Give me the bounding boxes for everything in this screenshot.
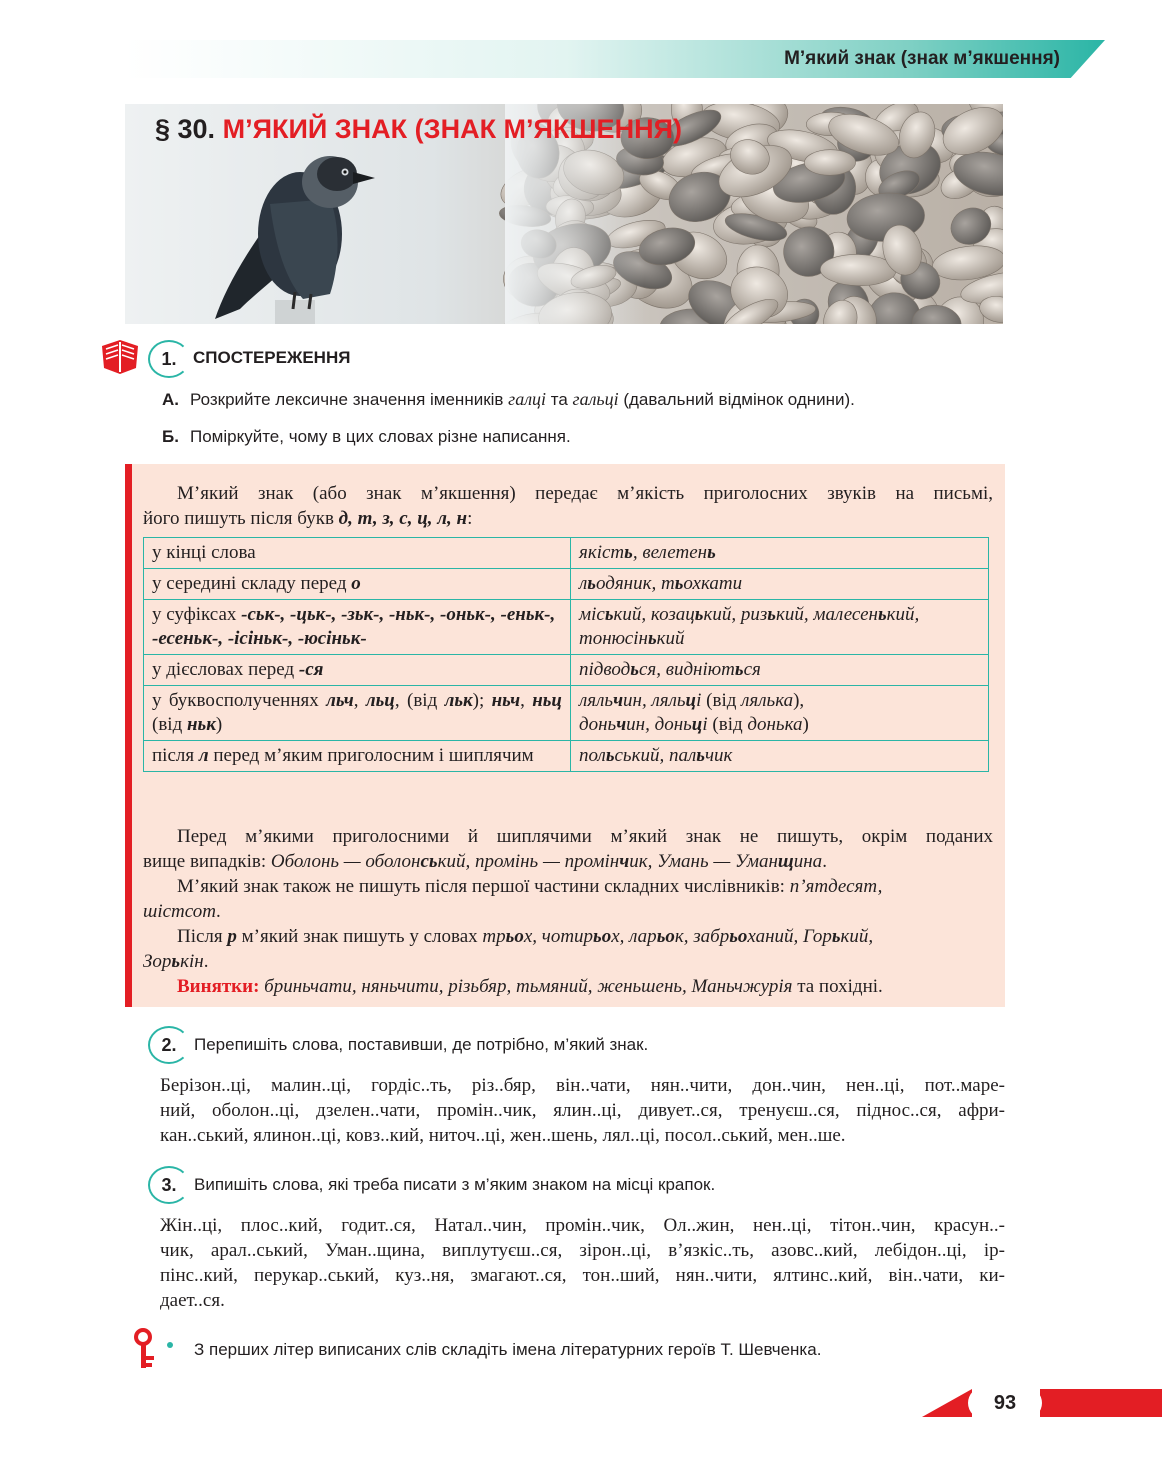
text-run: ): [215, 714, 223, 735]
text-run: -ся: [298, 659, 324, 680]
text-run: М’який знак також не пишуть після першої частини складних числівників:: [177, 876, 790, 897]
rule-condition-cell: [144, 538, 571, 569]
task-1-a-word2: гальці: [572, 389, 619, 409]
rule-example-cell: [571, 655, 989, 686]
text-run: кий: [656, 628, 685, 649]
text-run: ч: [619, 851, 630, 872]
text-run: ь: [877, 604, 887, 625]
text-run: ся: [743, 659, 761, 680]
text-run: льч: [326, 690, 354, 711]
task-1-a-word1: галці: [508, 389, 547, 409]
text-run: ц: [691, 714, 703, 735]
text-run: підвод: [579, 659, 631, 680]
task-1-b: [162, 427, 571, 447]
text-run: донька: [742, 714, 803, 735]
text-run: ь: [734, 659, 744, 680]
text-run: льк: [444, 690, 473, 711]
task-1-b-label: Б.: [162, 427, 179, 446]
text-run: ньч: [491, 690, 521, 711]
rule-para3-line2: [143, 949, 993, 974]
text-run: ,: [353, 690, 366, 711]
task-2-line: Берізон..ці, малин..ці, гордіс..ть, різ..бяр, він..чати, нян..чити, дон..чин, нен..ці, пот..маре-: [160, 1075, 1005, 1096]
pebble: [804, 149, 856, 175]
text-run: ьо: [729, 926, 748, 947]
rule-table-row: [144, 741, 989, 772]
text-run: ь: [587, 573, 596, 594]
text-run: ин, донь: [626, 714, 692, 735]
rule-para3-line1: [177, 924, 993, 949]
task-1-b-text: Поміркуйте, чому в цих словах різне написання.: [190, 427, 571, 446]
key-task-text: З перших літер виписаних слів складіть імена літературних героїв Т. Шевченка.: [194, 1340, 822, 1359]
text-run: перед м’яким приголосним і шиплячим: [208, 745, 534, 766]
text-run: м’який знак пишуть у словах: [236, 926, 483, 947]
text-run: ь: [630, 659, 639, 680]
text-run: кий, тонюсін: [579, 604, 920, 649]
text-run: ч: [613, 690, 624, 711]
rule-condition-cell: [144, 741, 571, 772]
text-run: ь: [605, 745, 615, 766]
text-run: міс: [579, 604, 605, 625]
task-3-number: 3.: [148, 1166, 190, 1204]
task-1-a-post: (давальний відмінок однини).: [618, 390, 855, 409]
jackdaw-bird: [215, 156, 375, 319]
text-run: і: [696, 690, 707, 711]
text-run: х, чотир: [523, 926, 594, 947]
rule-intro-line1: М’який знак (або знак м’якшення) передає м’якість приголосних звуків на письмі,: [177, 483, 993, 504]
text-run: ): [802, 714, 809, 735]
text-run: ь: [647, 628, 657, 649]
rule-intro-letters: д, т, з, с, ц, л, н: [338, 508, 468, 529]
text-run: ь: [707, 542, 716, 563]
text-run: кін: [180, 951, 204, 972]
text-run: кий, козац: [613, 604, 695, 625]
bullet-dot: [167, 1342, 173, 1348]
text-run: Зор: [143, 951, 172, 972]
exceptions-text: [259, 976, 882, 997]
rule-example-cell: [571, 538, 989, 569]
text-run: у середині складу перед: [152, 573, 352, 594]
rule-condition-cell: [144, 686, 571, 741]
text-run: (від: [152, 714, 187, 735]
text-run: щ: [777, 851, 794, 872]
text-run: ь: [831, 926, 841, 947]
text-run: ьо: [505, 926, 524, 947]
rule-intro-colon: :: [467, 508, 473, 529]
task-1-a-pre: Розкрийте лексичне значення іменників: [190, 390, 509, 409]
task-3-line: дает..ся.: [160, 1290, 225, 1311]
rule-exceptions: [177, 974, 993, 999]
rule-condition-cell: [144, 569, 571, 600]
rule-condition-cell: [144, 655, 571, 686]
task-2-exercise: [160, 1073, 1005, 1148]
rule-table-row: [144, 600, 989, 655]
text-run: кий,: [840, 926, 874, 947]
text-run: бриньчати, няньчити, різьбяр, тьмяний, женьшень, Маньчжурія: [259, 976, 793, 997]
text-run: охкати: [683, 573, 743, 594]
text-run: ся, видніют: [638, 659, 735, 680]
rule-table: [143, 537, 989, 772]
text-run: л: [198, 745, 209, 766]
text-run: у дієсловах перед: [152, 659, 299, 680]
text-run: якіст: [579, 542, 625, 563]
text-run: кий, промінь — промін: [437, 851, 620, 872]
text-run: ь: [624, 542, 633, 563]
text-run: кий, риз: [703, 604, 768, 625]
text-run: ьо: [656, 926, 675, 947]
text-run: Оболонь — оболон: [270, 851, 421, 872]
rule-table-row: [144, 655, 989, 686]
rule-para2-line2: [143, 899, 993, 924]
text-run: .: [822, 851, 827, 872]
task-2-line: ний, оболон..ці, дзелен..чати, промін..чик, ялин..ці, дивует..ся, тренуєш..ся, піднос..ся, афри-: [160, 1100, 1005, 1121]
key-icon: [133, 1328, 159, 1370]
rule-para2-line1: [177, 874, 993, 899]
text-run: сь: [420, 851, 438, 872]
task-2-number: 2.: [148, 1026, 190, 1064]
task-3-exercise: [160, 1213, 1005, 1313]
text-run: Після: [177, 926, 228, 947]
task-1-title: СПОСТЕРЕЖЕННЯ: [193, 348, 351, 367]
rule-example-cell: [571, 741, 989, 772]
text-run: ь: [696, 745, 705, 766]
text-run: у буквосполученнях: [152, 690, 327, 711]
text-run: п’ятдесят,: [789, 876, 883, 897]
text-run: ляль: [579, 690, 614, 711]
text-run: л: [579, 573, 588, 594]
text-run: ),: [793, 690, 805, 711]
text-run: -ськ-, -цьк-, -зьк-, -ньк-, -оньк-, -еньк-, -есеньк-, -ісіньк-, -юсіньк-: [152, 604, 556, 649]
text-run: у суфіксах: [152, 604, 242, 625]
section-banner: [125, 104, 1003, 324]
text-run: вище випадків:: [143, 851, 271, 872]
text-run: ин, ляль: [623, 690, 686, 711]
task-1-a-label: А.: [162, 390, 179, 409]
rule-example-cell: [571, 569, 989, 600]
text-run: та похідні.: [792, 976, 883, 997]
page-bar-right: [1040, 1389, 1162, 1417]
rule-para1-line2: [143, 849, 993, 874]
text-run: );: [472, 690, 492, 711]
text-run: ч: [616, 714, 627, 735]
task-1-a-mid: та: [546, 390, 573, 409]
task-2-line: кан..ський, ялинон..ці, ковз..кий, ниточ..ці, жен..шень, лял..ці, посол..ський, мен..ше.: [160, 1125, 846, 1146]
book-icon: [96, 332, 144, 380]
text-run: р: [227, 926, 237, 947]
text-run: ь: [604, 604, 614, 625]
rule-condition-cell: [144, 600, 571, 655]
text-run: тр: [482, 926, 506, 947]
section-number: § 30.: [155, 114, 216, 144]
text-run: льц: [365, 690, 395, 711]
text-run: , (від: [394, 690, 445, 711]
rule-table-row: [144, 538, 989, 569]
task-3-line: чик, арал..ський, Уман..щина, виплутуєш..ся, зірон..ці, в’язкіс..ть, азовс..кий, лебідон..ці, ір-: [160, 1240, 1005, 1261]
task-1-number: 1.: [148, 340, 190, 378]
task-1-a: [162, 389, 855, 410]
text-run: пол: [579, 745, 606, 766]
text-run: о: [351, 573, 361, 594]
text-run: ньц: [532, 690, 563, 711]
text-run: , велетен: [632, 542, 708, 563]
text-run: кий, малесен: [775, 604, 878, 625]
rule-intro-pre: його пишуть після букв: [143, 508, 339, 529]
section-heading: [155, 114, 682, 145]
text-run: (від: [712, 714, 743, 735]
text-run: к, забр: [674, 926, 730, 947]
text-run: донь: [579, 714, 617, 735]
task-3-line: пінс..кий, перукар..ський, куз..ня, змагают..ся, тон..ший, нян..чити, ялтинс..кий, він..чати, ки-: [160, 1265, 1005, 1286]
text-run: ь: [694, 604, 704, 625]
page-number: 93: [968, 1387, 1042, 1419]
text-run: лялька: [736, 690, 794, 711]
rule-example-cell: [571, 600, 989, 655]
rule-table-row: [144, 686, 989, 741]
exceptions-label: Винятки:: [177, 976, 260, 997]
text-run: ьо: [593, 926, 612, 947]
text-run: (від: [706, 690, 737, 711]
rule-para1-line1: Перед м’якими приголосними й шиплячими м’який знак не пишуть, окрім поданих: [177, 826, 993, 847]
text-run: ь: [767, 604, 776, 625]
text-run: ь: [171, 951, 181, 972]
text-run: ик, Умань — Уман: [629, 851, 778, 872]
rule-intro-line2: [143, 506, 993, 531]
text-run: шістсот: [143, 901, 216, 922]
task-3-instruction: Випишіть слова, які треба писати з м’яким знаком на місці крапок.: [194, 1175, 716, 1194]
text-run: після: [152, 745, 199, 766]
page-bar-left: [922, 1389, 972, 1417]
text-run: .: [215, 901, 221, 922]
text-run: ньк: [187, 714, 216, 735]
text-run: і: [702, 714, 713, 735]
text-run: у кінці слова: [152, 542, 256, 563]
text-run: .: [203, 951, 209, 972]
section-title: М’ЯКИЙ ЗНАК (ЗНАК М’ЯКШЕННЯ): [222, 114, 682, 144]
text-run: ський, пал: [614, 745, 697, 766]
text-run: ина: [793, 851, 823, 872]
text-run: чик: [704, 745, 733, 766]
text-run: ,: [520, 690, 533, 711]
rule-table-row: [144, 569, 989, 600]
rule-example-cell: [571, 686, 989, 741]
text-run: ь: [674, 573, 684, 594]
running-header-title: М’який знак (знак м’якшення): [784, 48, 1060, 69]
text-run: ц: [685, 690, 697, 711]
text-run: ханий, Гор: [747, 926, 832, 947]
text-run: одяник, т: [595, 573, 675, 594]
task-3-line: Жін..ці, плос..кий, годит..ся, Натал..чин, промін..чик, Ол..жин, нен..ці, тітон..чин, красун..-: [160, 1215, 1005, 1236]
text-run: х, лар: [611, 926, 657, 947]
task-2-instruction: Перепишіть слова, поставивши, де потрібно, м’який знак.: [194, 1035, 649, 1054]
